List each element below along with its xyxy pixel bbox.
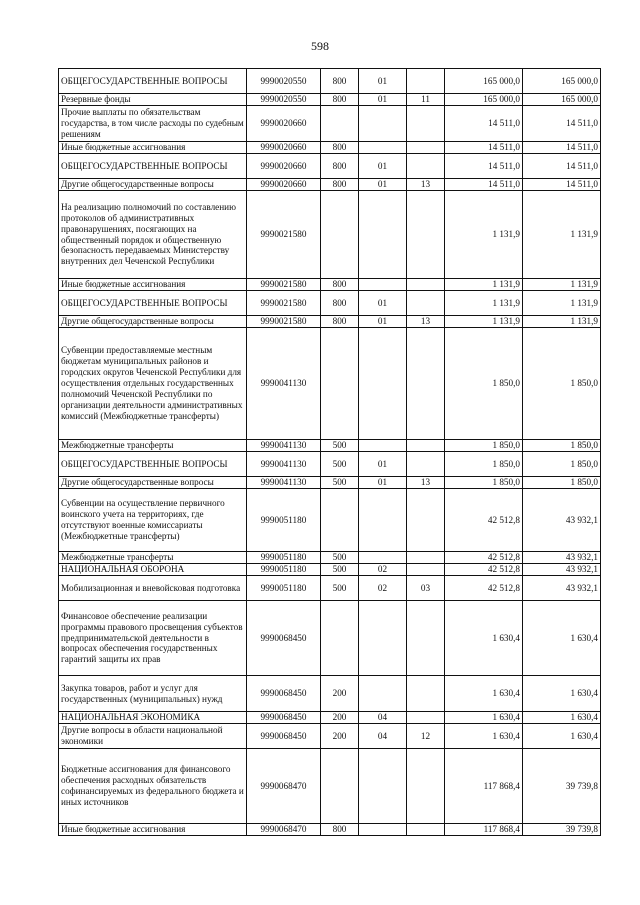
row-rz-cell: 01 bbox=[359, 291, 407, 316]
row-vr-cell: 500 bbox=[321, 564, 359, 576]
row-sum-second-cell: 39 739,8 bbox=[523, 749, 601, 824]
row-code-cell: 9990051180 bbox=[247, 564, 321, 576]
row-pr-cell: 03 bbox=[407, 576, 445, 601]
row-sum-second-cell: 1 131,9 bbox=[523, 191, 601, 279]
row-name-cell: Субвенции предоставляемые местным бюджетам муниципальных районов и городских округов Чеченской Республики для осуществления отдельных государственных полномочий Чеченской Республики по организации деятельности административных комиссий (Межбюджетные трансферты) bbox=[59, 328, 247, 440]
row-code-cell: 9990041130 bbox=[247, 452, 321, 477]
row-name-cell: Прочие выплаты по обязательствам государства, в том числе расходы по судебным решениям bbox=[59, 106, 247, 142]
row-rz-cell bbox=[359, 489, 407, 552]
row-name-cell: Другие общегосударственные вопросы bbox=[59, 477, 247, 489]
row-sum-first-cell: 1 850,0 bbox=[445, 328, 523, 440]
table-row bbox=[59, 191, 601, 279]
row-pr-cell bbox=[407, 440, 445, 452]
row-pr-cell bbox=[407, 712, 445, 724]
table-row bbox=[59, 69, 601, 94]
row-code-cell: 9990020660 bbox=[247, 142, 321, 154]
page-number: 598 bbox=[311, 39, 329, 53]
table-row bbox=[59, 749, 601, 824]
table-row bbox=[59, 712, 601, 724]
row-rz-cell: 04 bbox=[359, 724, 407, 749]
row-pr-cell: 12 bbox=[407, 724, 445, 749]
table-row bbox=[59, 154, 601, 179]
row-vr-cell: 500 bbox=[321, 477, 359, 489]
row-vr-cell: 800 bbox=[321, 291, 359, 316]
row-pr-cell bbox=[407, 601, 445, 676]
row-sum-first-cell: 1 131,9 bbox=[445, 191, 523, 279]
row-pr-cell: 13 bbox=[407, 477, 445, 489]
table-row bbox=[59, 552, 601, 564]
row-name-cell: Другие общегосударственные вопросы bbox=[59, 179, 247, 191]
table-row bbox=[59, 452, 601, 477]
row-vr-cell bbox=[321, 489, 359, 552]
row-pr-cell bbox=[407, 676, 445, 712]
row-vr-cell bbox=[321, 601, 359, 676]
row-rz-cell: 01 bbox=[359, 452, 407, 477]
row-sum-first-cell: 42 512,8 bbox=[445, 552, 523, 564]
row-sum-second-cell: 14 511,0 bbox=[523, 106, 601, 142]
row-name-cell: ОБЩЕГОСУДАРСТВЕННЫЕ ВОПРОСЫ bbox=[59, 69, 247, 94]
row-code-cell: 9990020550 bbox=[247, 69, 321, 94]
table-row bbox=[59, 94, 601, 106]
table-row bbox=[59, 440, 601, 452]
row-rz-cell bbox=[359, 106, 407, 142]
row-sum-second-cell: 165 000,0 bbox=[523, 69, 601, 94]
row-pr-cell bbox=[407, 291, 445, 316]
row-pr-cell bbox=[407, 142, 445, 154]
row-pr-cell bbox=[407, 749, 445, 824]
row-sum-first-cell: 165 000,0 bbox=[445, 69, 523, 94]
row-vr-cell: 800 bbox=[321, 316, 359, 328]
row-pr-cell bbox=[407, 489, 445, 552]
row-sum-first-cell: 42 512,8 bbox=[445, 489, 523, 552]
table-row bbox=[59, 564, 601, 576]
row-sum-first-cell: 1 131,9 bbox=[445, 279, 523, 291]
row-pr-cell bbox=[407, 154, 445, 179]
row-code-cell: 9990051180 bbox=[247, 552, 321, 564]
row-code-cell: 9990041130 bbox=[247, 328, 321, 440]
table-row bbox=[59, 724, 601, 749]
row-pr-cell bbox=[407, 106, 445, 142]
row-sum-second-cell: 1 630,4 bbox=[523, 724, 601, 749]
row-vr-cell: 800 bbox=[321, 142, 359, 154]
row-sum-second-cell: 165 000,0 bbox=[523, 94, 601, 106]
row-name-cell: Резервные фонды bbox=[59, 94, 247, 106]
row-code-cell: 9990041130 bbox=[247, 477, 321, 489]
row-sum-first-cell: 1 630,4 bbox=[445, 676, 523, 712]
row-sum-second-cell: 1 630,4 bbox=[523, 601, 601, 676]
row-name-cell: Другие общегосударственные вопросы bbox=[59, 316, 247, 328]
row-name-cell: Межбюджетные трансферты bbox=[59, 440, 247, 452]
row-code-cell: 9990020660 bbox=[247, 106, 321, 142]
row-vr-cell: 200 bbox=[321, 712, 359, 724]
row-sum-second-cell: 39 739,8 bbox=[523, 824, 601, 836]
row-rz-cell bbox=[359, 191, 407, 279]
row-rz-cell bbox=[359, 328, 407, 440]
row-name-cell: Субвенции на осуществление первичного воинского учета на территориях, где отсутствуют военные комиссариаты (Межбюджетные трансферты) bbox=[59, 489, 247, 552]
row-sum-first-cell: 42 512,8 bbox=[445, 576, 523, 601]
row-vr-cell: 500 bbox=[321, 576, 359, 601]
table-row bbox=[59, 106, 601, 142]
row-sum-second-cell: 14 511,0 bbox=[523, 154, 601, 179]
row-sum-second-cell: 1 131,9 bbox=[523, 279, 601, 291]
row-sum-second-cell: 1 850,0 bbox=[523, 328, 601, 440]
row-sum-first-cell: 14 511,0 bbox=[445, 106, 523, 142]
row-code-cell: 9990020660 bbox=[247, 179, 321, 191]
row-name-cell: Межбюджетные трансферты bbox=[59, 552, 247, 564]
row-code-cell: 9990068470 bbox=[247, 824, 321, 836]
row-vr-cell: 800 bbox=[321, 94, 359, 106]
row-rz-cell: 04 bbox=[359, 712, 407, 724]
row-code-cell: 9990041130 bbox=[247, 440, 321, 452]
budget-table-body bbox=[59, 69, 601, 836]
row-vr-cell: 500 bbox=[321, 452, 359, 477]
row-name-cell: Другие вопросы в области национальной экономики bbox=[59, 724, 247, 749]
row-pr-cell bbox=[407, 328, 445, 440]
row-vr-cell: 200 bbox=[321, 724, 359, 749]
row-sum-first-cell: 1 131,9 bbox=[445, 316, 523, 328]
row-sum-first-cell: 1 850,0 bbox=[445, 440, 523, 452]
row-rz-cell bbox=[359, 824, 407, 836]
table-row bbox=[59, 328, 601, 440]
row-pr-cell bbox=[407, 452, 445, 477]
row-vr-cell: 800 bbox=[321, 824, 359, 836]
row-code-cell: 9990068450 bbox=[247, 712, 321, 724]
row-name-cell: Бюджетные ассигнования для финансового обеспечения расходных обязательств софинансируемых из федерального бюджета и иных источников bbox=[59, 749, 247, 824]
row-pr-cell bbox=[407, 191, 445, 279]
row-pr-cell bbox=[407, 279, 445, 291]
row-sum-first-cell: 1 630,4 bbox=[445, 601, 523, 676]
row-sum-first-cell: 1 850,0 bbox=[445, 452, 523, 477]
row-sum-first-cell: 14 511,0 bbox=[445, 142, 523, 154]
row-name-cell: НАЦИОНАЛЬНАЯ ОБОРОНА bbox=[59, 564, 247, 576]
row-sum-first-cell: 14 511,0 bbox=[445, 154, 523, 179]
row-code-cell: 9990068450 bbox=[247, 601, 321, 676]
row-sum-second-cell: 1 131,9 bbox=[523, 316, 601, 328]
budget-table bbox=[58, 68, 601, 836]
row-rz-cell bbox=[359, 749, 407, 824]
row-rz-cell bbox=[359, 552, 407, 564]
row-rz-cell: 02 bbox=[359, 576, 407, 601]
table-row bbox=[59, 477, 601, 489]
row-code-cell: 9990020550 bbox=[247, 94, 321, 106]
row-rz-cell: 01 bbox=[359, 477, 407, 489]
row-code-cell: 9990051180 bbox=[247, 489, 321, 552]
row-code-cell: 9990021580 bbox=[247, 279, 321, 291]
table-row bbox=[59, 601, 601, 676]
row-pr-cell bbox=[407, 552, 445, 564]
row-rz-cell bbox=[359, 676, 407, 712]
row-name-cell: Иные бюджетные ассигнования bbox=[59, 824, 247, 836]
row-name-cell: Финансовое обеспечение реализации программы правового просвещения субъектов предпринимательской деятельности в вопросах обеспечения государственных гарантий защиты их прав bbox=[59, 601, 247, 676]
row-sum-first-cell: 165 000,0 bbox=[445, 94, 523, 106]
table-row bbox=[59, 316, 601, 328]
row-sum-second-cell: 1 850,0 bbox=[523, 452, 601, 477]
table-row bbox=[59, 179, 601, 191]
row-code-cell: 9990068470 bbox=[247, 749, 321, 824]
row-sum-second-cell: 43 932,1 bbox=[523, 576, 601, 601]
row-sum-first-cell: 1 850,0 bbox=[445, 477, 523, 489]
row-sum-second-cell: 43 932,1 bbox=[523, 564, 601, 576]
row-sum-second-cell: 1 131,9 bbox=[523, 291, 601, 316]
row-vr-cell: 500 bbox=[321, 440, 359, 452]
row-name-cell: Закупка товаров, работ и услуг для государственных (муниципальных) нужд bbox=[59, 676, 247, 712]
row-pr-cell: 13 bbox=[407, 316, 445, 328]
row-sum-first-cell: 14 511,0 bbox=[445, 179, 523, 191]
row-name-cell: Иные бюджетные ассигнования bbox=[59, 142, 247, 154]
row-rz-cell: 01 bbox=[359, 316, 407, 328]
row-rz-cell: 01 bbox=[359, 154, 407, 179]
row-code-cell: 9990021580 bbox=[247, 191, 321, 279]
row-name-cell: Иные бюджетные ассигнования bbox=[59, 279, 247, 291]
row-rz-cell: 01 bbox=[359, 179, 407, 191]
row-name-cell: ОБЩЕГОСУДАРСТВЕННЫЕ ВОПРОСЫ bbox=[59, 154, 247, 179]
row-pr-cell bbox=[407, 824, 445, 836]
row-vr-cell: 800 bbox=[321, 69, 359, 94]
table-row bbox=[59, 576, 601, 601]
row-name-cell: ОБЩЕГОСУДАРСТВЕННЫЕ ВОПРОСЫ bbox=[59, 452, 247, 477]
row-sum-first-cell: 117 868,4 bbox=[445, 824, 523, 836]
row-vr-cell bbox=[321, 106, 359, 142]
table-row bbox=[59, 676, 601, 712]
row-code-cell: 9990068450 bbox=[247, 676, 321, 712]
row-rz-cell: 02 bbox=[359, 564, 407, 576]
row-vr-cell: 500 bbox=[321, 552, 359, 564]
row-sum-second-cell: 14 511,0 bbox=[523, 179, 601, 191]
row-name-cell: НАЦИОНАЛЬНАЯ ЭКОНОМИКА bbox=[59, 712, 247, 724]
row-vr-cell: 800 bbox=[321, 179, 359, 191]
row-vr-cell: 200 bbox=[321, 676, 359, 712]
row-name-cell: Мобилизационная и вневойсковая подготовка bbox=[59, 576, 247, 601]
row-sum-second-cell: 43 932,1 bbox=[523, 489, 601, 552]
row-pr-cell bbox=[407, 564, 445, 576]
row-code-cell: 9990020660 bbox=[247, 154, 321, 179]
table-row bbox=[59, 279, 601, 291]
row-sum-second-cell: 14 511,0 bbox=[523, 142, 601, 154]
row-code-cell: 9990051180 bbox=[247, 576, 321, 601]
row-sum-second-cell: 1 850,0 bbox=[523, 440, 601, 452]
table-row bbox=[59, 142, 601, 154]
row-sum-second-cell: 1 630,4 bbox=[523, 676, 601, 712]
row-pr-cell: 11 bbox=[407, 94, 445, 106]
row-rz-cell: 01 bbox=[359, 94, 407, 106]
row-code-cell: 9990021580 bbox=[247, 291, 321, 316]
row-pr-cell: 13 bbox=[407, 179, 445, 191]
row-pr-cell bbox=[407, 69, 445, 94]
row-vr-cell bbox=[321, 328, 359, 440]
row-sum-first-cell: 117 868,4 bbox=[445, 749, 523, 824]
row-vr-cell: 800 bbox=[321, 154, 359, 179]
row-sum-second-cell: 1 630,4 bbox=[523, 712, 601, 724]
row-name-cell: ОБЩЕГОСУДАРСТВЕННЫЕ ВОПРОСЫ bbox=[59, 291, 247, 316]
row-rz-cell bbox=[359, 440, 407, 452]
row-rz-cell: 01 bbox=[359, 69, 407, 94]
row-sum-first-cell: 1 131,9 bbox=[445, 291, 523, 316]
table-row bbox=[59, 824, 601, 836]
row-sum-second-cell: 1 850,0 bbox=[523, 477, 601, 489]
table-row bbox=[59, 489, 601, 552]
row-rz-cell bbox=[359, 601, 407, 676]
row-sum-first-cell: 42 512,8 bbox=[445, 564, 523, 576]
row-code-cell: 9990021580 bbox=[247, 316, 321, 328]
table-row bbox=[59, 291, 601, 316]
row-sum-second-cell: 43 932,1 bbox=[523, 552, 601, 564]
row-vr-cell: 800 bbox=[321, 279, 359, 291]
row-vr-cell bbox=[321, 191, 359, 279]
row-sum-first-cell: 1 630,4 bbox=[445, 724, 523, 749]
row-vr-cell bbox=[321, 749, 359, 824]
row-name-cell: На реализацию полномочий по составлению протоколов об административных правонарушениях, посягающих на общественный порядок и общественную безопасность передаваемых Министерству внутренних дел Чеченской Республики bbox=[59, 191, 247, 279]
row-code-cell: 9990068450 bbox=[247, 724, 321, 749]
row-rz-cell bbox=[359, 142, 407, 154]
row-sum-first-cell: 1 630,4 bbox=[445, 712, 523, 724]
row-rz-cell bbox=[359, 279, 407, 291]
